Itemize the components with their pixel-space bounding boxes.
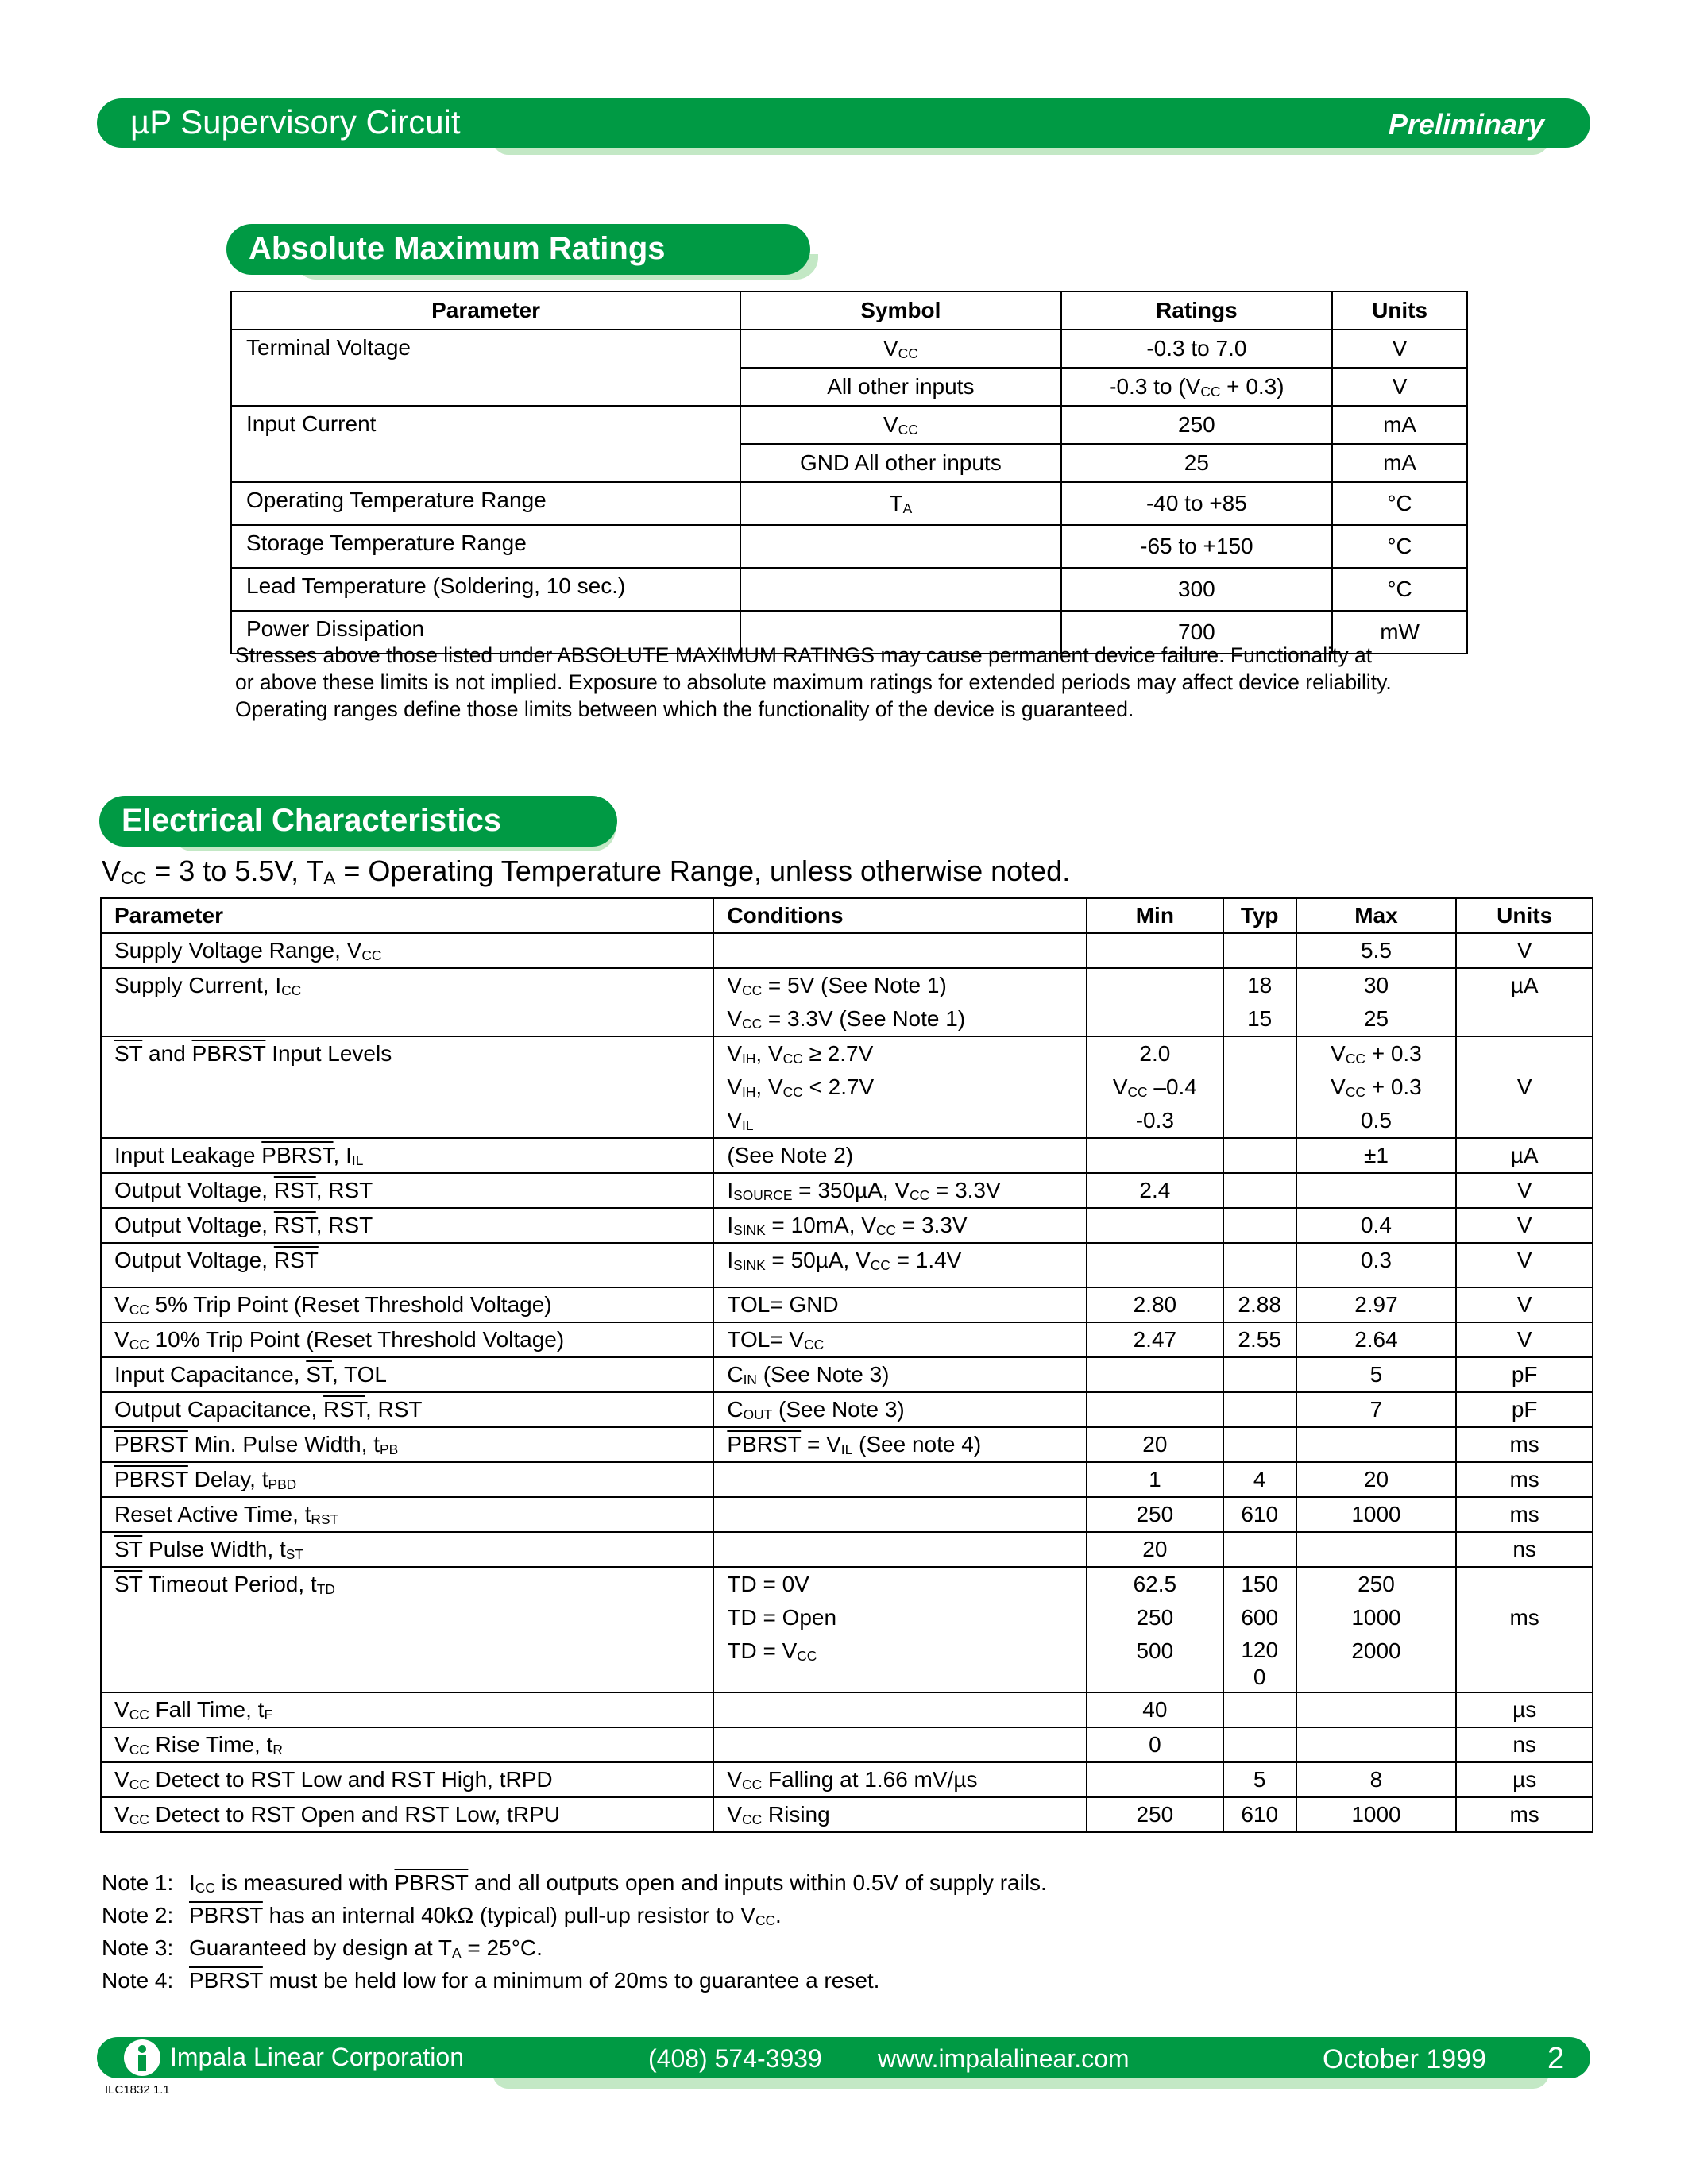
footnote: Note 2: PBRST has an internal 40kΩ (typical) pull-up resistor to $V_{CC}$.: [102, 1903, 782, 1929]
unit-cell: mW: [1332, 611, 1467, 654]
unit-cell: ms: [1456, 1567, 1593, 1692]
rating-cell: 700: [1061, 611, 1333, 654]
condition-cell: $V_{CC} = 5V$ (See Note 1) $V_{CC} = 3.3V$ (See Note 1): [713, 968, 1087, 1036]
min-cell: 0: [1087, 1727, 1223, 1762]
condition-cell: $V_{CC}$ Rising: [713, 1797, 1087, 1832]
header-bar: [97, 98, 1590, 148]
table-row: [231, 406, 1467, 444]
col-header: Min: [1087, 898, 1223, 933]
typ-cell: 610: [1223, 1497, 1296, 1532]
unit-cell: ns: [1456, 1532, 1593, 1567]
min-cell: [1087, 933, 1223, 968]
typ-cell: [1223, 1357, 1296, 1392]
max-cell: 30 25: [1296, 968, 1457, 1036]
condition-cell: [713, 1727, 1087, 1762]
param-cell: $V_{CC}$ Fall Time, $t_F$: [101, 1692, 713, 1727]
unit-cell: mA: [1332, 406, 1467, 444]
ec-heading-text: Electrical Characteristics: [122, 803, 502, 838]
table-row: [101, 1427, 1593, 1462]
unit-cell: V: [1456, 933, 1593, 968]
table-row: [101, 1497, 1593, 1532]
max-cell: 8: [1296, 1762, 1457, 1797]
condition-cell: $V_{IH}$, $V_{CC} \ge 2.7V$ $V_{IH}$, $V_{CC} < 2.7V$ $V_{IL}$: [713, 1036, 1087, 1138]
max-cell: [1296, 1532, 1457, 1567]
impala-logo-icon: [124, 2039, 160, 2076]
table-row: [101, 1392, 1593, 1427]
table-row: [101, 933, 1593, 968]
note-line: Operating ranges define those limits between which the functionality of the device is guaranteed.: [235, 697, 1134, 721]
min-cell: 40: [1087, 1692, 1223, 1727]
symbol-cell: All other inputs: [740, 368, 1060, 406]
ec-table: [100, 897, 1593, 1833]
rating-cell: -0.3 to $(V_{CC} + 0.3)$: [1061, 368, 1333, 406]
typ-cell: [1223, 933, 1296, 968]
condition-cell: [713, 1532, 1087, 1567]
unit-cell: V: [1456, 1243, 1593, 1287]
param-cell: Input Capacitance, $\overline{ST}$, TOL: [101, 1357, 713, 1392]
min-cell: 20: [1087, 1532, 1223, 1567]
min-cell: [1087, 1762, 1223, 1797]
rating-cell: 25: [1061, 444, 1333, 482]
symbol-cell: $T_A$: [740, 482, 1060, 525]
table-row: [101, 1208, 1593, 1243]
min-cell: 250: [1087, 1797, 1223, 1832]
min-cell: 2.4: [1087, 1173, 1223, 1208]
condition-cell: $I_{SOURCE} = 350\mu A$, $V_{CC} = 3.3V$: [713, 1173, 1087, 1208]
condition-cell: $I_{SINK} = 10mA$, $V_{CC} = 3.3V$: [713, 1208, 1087, 1243]
max-cell: 0.3: [1296, 1243, 1457, 1287]
page-number: 2: [1547, 2042, 1565, 2075]
col-header: Units: [1332, 291, 1467, 330]
symbol-cell: GND All other inputs: [740, 444, 1060, 482]
min-cell: 20: [1087, 1427, 1223, 1462]
note-line: Stresses above those listed under ABSOLUTE MAXIMUM RATINGS may cause permanent device failure. Functionality at: [235, 643, 1373, 667]
rating-cell: 250: [1061, 406, 1333, 444]
typ-cell: [1223, 1243, 1296, 1287]
max-cell: 1000: [1296, 1497, 1457, 1532]
typ-cell: [1223, 1392, 1296, 1427]
footnotes: [102, 1866, 1047, 1997]
condition-cell: PBRST = $V_{IL}$ (See note 4): [713, 1427, 1087, 1462]
condition-cell: $TOL= V_{CC}$: [713, 1322, 1087, 1357]
condition-cell: TD = 0V TD = Open TD = $V_{CC}$: [713, 1567, 1087, 1692]
table-row: [101, 1797, 1593, 1832]
col-header: Conditions: [713, 898, 1087, 933]
table-row: [231, 482, 1467, 525]
table-row: [101, 1532, 1593, 1567]
unit-cell: °C: [1332, 525, 1467, 568]
phone-number: (408) 574-3939: [648, 2044, 822, 2073]
table-row: [101, 1173, 1593, 1208]
note-line: or above these limits is not implied. Exposure to absolute maximum ratings for extended periods may affect device reliability.: [235, 670, 1392, 694]
symbol-cell: [740, 525, 1060, 568]
param-cell: Lead Temperature (Soldering, 10 sec.): [231, 568, 740, 611]
document-title: µP Supervisory Circuit: [130, 103, 461, 141]
min-cell: 1: [1087, 1462, 1223, 1497]
unit-cell: V: [1332, 330, 1467, 368]
typ-cell: [1223, 1692, 1296, 1727]
min-cell: 250: [1087, 1497, 1223, 1532]
unit-cell: ms: [1456, 1497, 1593, 1532]
footer-bar: [97, 2037, 1590, 2078]
param-cell: $V_{CC}$ 5% Trip Point (Reset Threshold Voltage): [101, 1287, 713, 1322]
col-header: Max: [1296, 898, 1457, 933]
rating-cell: -65 to +150: [1061, 525, 1333, 568]
param-cell: Output Voltage, $\overline{RST}$, RST: [101, 1208, 713, 1243]
table-row: [101, 1357, 1593, 1392]
max-cell: 2.64: [1296, 1322, 1457, 1357]
max-cell: [1296, 1173, 1457, 1208]
unit-cell: mA: [1332, 444, 1467, 482]
unit-cell: °C: [1332, 568, 1467, 611]
col-header: Ratings: [1061, 291, 1333, 330]
typ-cell: [1223, 1727, 1296, 1762]
param-cell: PBRST Delay, $t_{PBD}$: [101, 1462, 713, 1497]
unit-cell: µs: [1456, 1762, 1593, 1797]
param-cell: Supply Voltage Range, $V_{CC}$: [101, 933, 713, 968]
condition-cell: [713, 1497, 1087, 1532]
max-cell: ±1: [1296, 1138, 1457, 1173]
param-cell: Output Voltage, $\overline{RST}$, RST: [101, 1173, 713, 1208]
symbol-cell: $V_{CC}$: [740, 406, 1060, 444]
typ-cell: 5: [1223, 1762, 1296, 1797]
param-cell: Power Dissipation: [231, 611, 740, 654]
typ-cell: 4: [1223, 1462, 1296, 1497]
typ-cell: 18 15: [1223, 968, 1296, 1036]
param-cell: $V_{CC}$ 10% Trip Point (Reset Threshold Voltage): [101, 1322, 713, 1357]
param-cell: PBRST Min. Pulse Width, $t_{PB}$: [101, 1427, 713, 1462]
ec-conditions: $V_{CC} = 3$ to 5.5V, $T_A$ = Operating Temperature Range, unless otherwise noted.: [102, 855, 1071, 889]
min-cell: [1087, 1243, 1223, 1287]
max-cell: [1296, 1427, 1457, 1462]
unit-cell: ns: [1456, 1727, 1593, 1762]
min-cell: [1087, 1208, 1223, 1243]
col-header: Typ: [1223, 898, 1296, 933]
unit-cell: µA: [1456, 968, 1593, 1036]
unit-cell: V: [1456, 1208, 1593, 1243]
max-cell: 2.97: [1296, 1287, 1457, 1322]
table-row: [101, 1567, 1593, 1692]
typ-cell: [1223, 1208, 1296, 1243]
param-cell: $V_{CC}$ Rise Time, $t_R$: [101, 1727, 713, 1762]
min-cell: 62.5 250 500: [1087, 1567, 1223, 1692]
max-cell: [1296, 1727, 1457, 1762]
param-cell: Input Leakage PBRST, $I_{IL}$: [101, 1138, 713, 1173]
amr-stress-note: [235, 642, 1506, 723]
max-cell: $V_{CC} + 0.3$ $V_{CC} + 0.3$ 0.5: [1296, 1036, 1457, 1138]
unit-cell: pF: [1456, 1357, 1593, 1392]
max-cell: 5: [1296, 1357, 1457, 1392]
condition-cell: $C_{IN}$ (See Note 3): [713, 1357, 1087, 1392]
param-cell: $\overline{ST}$ and PBRST Input Levels: [101, 1036, 713, 1138]
param-cell: $\overline{ST}$ Timeout Period, $t_{TD}$: [101, 1567, 713, 1692]
unit-cell: V: [1456, 1322, 1593, 1357]
typ-cell: [1223, 1427, 1296, 1462]
table-row: [101, 1036, 1593, 1138]
max-cell: 5.5: [1296, 933, 1457, 968]
param-cell: Reset Active Time, $t_{RST}$: [101, 1497, 713, 1532]
rating-cell: -0.3 to 7.0: [1061, 330, 1333, 368]
publish-date: October 1999: [1323, 2044, 1487, 2074]
table-row: [101, 1243, 1593, 1287]
col-header: Symbol: [740, 291, 1060, 330]
table-header-row: [231, 291, 1467, 330]
param-cell: Input Current: [231, 406, 740, 482]
table-row: [231, 568, 1467, 611]
min-cell: 2.80: [1087, 1287, 1223, 1322]
table-row: [231, 330, 1467, 368]
unit-cell: °C: [1332, 482, 1467, 525]
min-cell: 2.47: [1087, 1322, 1223, 1357]
table-row: [101, 1287, 1593, 1322]
condition-cell: [713, 933, 1087, 968]
unit-cell: V: [1456, 1287, 1593, 1322]
param-cell: Output Voltage, $\overline{RST}$: [101, 1243, 713, 1287]
param-cell: Storage Temperature Range: [231, 525, 740, 568]
typ-cell: [1223, 1036, 1296, 1138]
param-cell: $V_{CC}$ Detect to RST Open and RST Low, tRPU: [101, 1797, 713, 1832]
typ-cell: [1223, 1532, 1296, 1567]
typ-cell: 2.55: [1223, 1322, 1296, 1357]
amr-heading-text: Absolute Maximum Ratings: [249, 231, 666, 266]
param-cell: $V_{CC}$ Detect to RST Low and RST High, tRPD: [101, 1762, 713, 1797]
rating-cell: -40 to +85: [1061, 482, 1333, 525]
unit-cell: ms: [1456, 1797, 1593, 1832]
typ-cell: 2.88: [1223, 1287, 1296, 1322]
table-row: [101, 1138, 1593, 1173]
website-link[interactable]: www.impalalinear.com: [878, 2044, 1130, 2073]
table-row: [101, 968, 1593, 1036]
condition-cell: [713, 1462, 1087, 1497]
unit-cell: ms: [1456, 1462, 1593, 1497]
unit-cell: pF: [1456, 1392, 1593, 1427]
condition-cell: [713, 1692, 1087, 1727]
amr-table: [230, 291, 1468, 654]
amr-heading: [226, 224, 810, 275]
rating-cell: 300: [1061, 568, 1333, 611]
ec-heading: [99, 796, 617, 847]
condition-cell: $V_{CC}$ Falling at 1.66 mV/µs: [713, 1762, 1087, 1797]
table-header-row: [101, 898, 1593, 933]
unit-cell: µs: [1456, 1692, 1593, 1727]
typ-cell: 150 600 120 0: [1223, 1567, 1296, 1692]
unit-cell: V: [1456, 1036, 1593, 1138]
max-cell: 7: [1296, 1392, 1457, 1427]
min-cell: [1087, 1357, 1223, 1392]
footnote: Note 3: Guaranteed by design at $T_A = 25^\circ C$.: [102, 1935, 543, 1962]
condition-cell: TOL= GND: [713, 1287, 1087, 1322]
symbol-cell: [740, 568, 1060, 611]
param-cell: Terminal Voltage: [231, 330, 740, 406]
col-header: Parameter: [231, 291, 740, 330]
min-cell: [1087, 1392, 1223, 1427]
table-row: [231, 525, 1467, 568]
footnote: Note 1: $I_{CC}$ is measured with PBRST and all outputs open and inputs within 0.5V of supply rails.: [102, 1870, 1047, 1897]
typ-cell: [1223, 1138, 1296, 1173]
status-label: Preliminary: [1388, 108, 1544, 141]
max-cell: 1000: [1296, 1797, 1457, 1832]
param-cell: Operating Temperature Range: [231, 482, 740, 525]
max-cell: [1296, 1692, 1457, 1727]
col-header: Units: [1456, 898, 1593, 933]
col-header: Parameter: [101, 898, 713, 933]
param-cell: Output Capacitance, $\overline{RST}$, RST: [101, 1392, 713, 1427]
max-cell: 0.4: [1296, 1208, 1457, 1243]
unit-cell: V: [1456, 1173, 1593, 1208]
unit-cell: ms: [1456, 1427, 1593, 1462]
min-cell: [1087, 1138, 1223, 1173]
max-cell: 20: [1296, 1462, 1457, 1497]
typ-cell: [1223, 1173, 1296, 1208]
condition-cell: $I_{SINK} = 50\mu A$, $V_{CC} = 1.4V$: [713, 1243, 1087, 1287]
footnote: Note 4: PBRST must be held low for a minimum of 20ms to guarantee a reset.: [102, 1968, 880, 1993]
param-cell: Supply Current, $I_{CC}$: [101, 968, 713, 1036]
typ-cell: 610: [1223, 1797, 1296, 1832]
unit-cell: µA: [1456, 1138, 1593, 1173]
min-cell: [1087, 968, 1223, 1036]
table-row: [101, 1727, 1593, 1762]
document-id: ILC1832 1.1: [105, 2083, 170, 2097]
table-row: [101, 1322, 1593, 1357]
table-row: [101, 1762, 1593, 1797]
condition-cell: (See Note 2): [713, 1138, 1087, 1173]
symbol-cell: $V_{CC}$: [740, 330, 1060, 368]
max-cell: 250 1000 2000: [1296, 1567, 1457, 1692]
min-cell: 2.0 $V_{CC}$ –0.4 -0.3: [1087, 1036, 1223, 1138]
table-row: [101, 1462, 1593, 1497]
param-cell: $\overline{ST}$ Pulse Width, $t_{ST}$: [101, 1532, 713, 1567]
unit-cell: V: [1332, 368, 1467, 406]
company-name: Impala Linear Corporation: [170, 2043, 464, 2071]
condition-cell: $C_{OUT}$ (See Note 3): [713, 1392, 1087, 1427]
table-row: [101, 1692, 1593, 1727]
